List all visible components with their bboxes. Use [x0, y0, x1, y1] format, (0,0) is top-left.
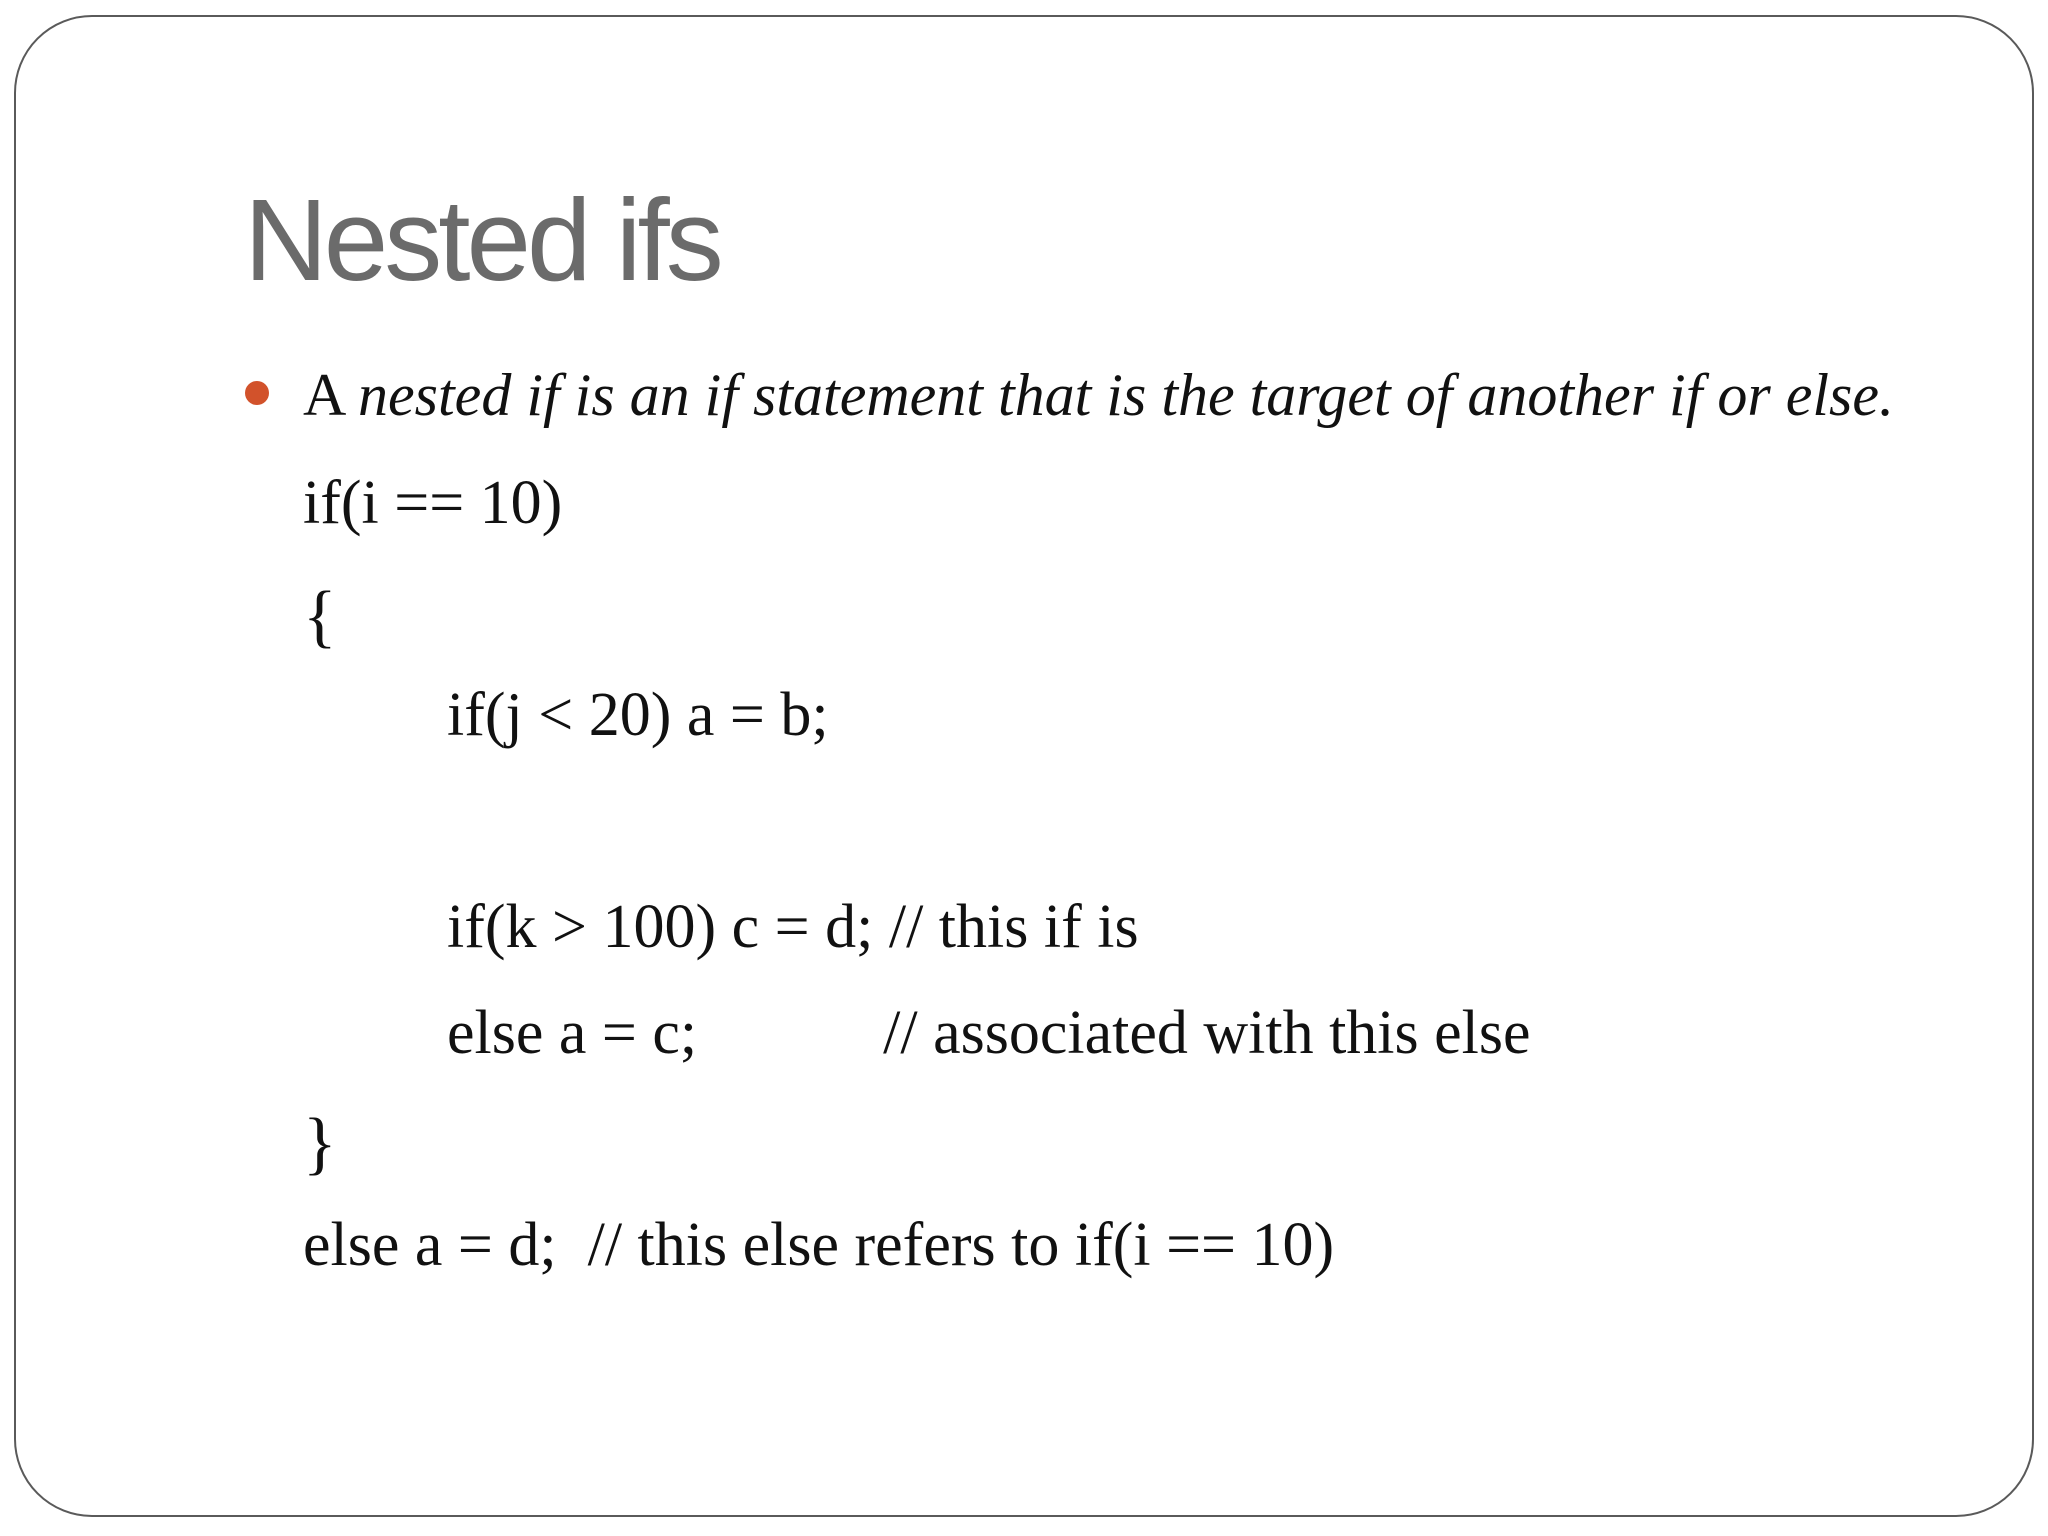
bullet-text: [303, 362, 1895, 428]
code-line-7: else a = d; // this else refers to if(i == 10): [303, 1211, 1335, 1279]
code-line-4: if(k > 100) c = d; // this if is: [447, 893, 1139, 961]
code-line-3: if(j < 20) a = b;: [447, 681, 829, 749]
code-line-1: if(i == 10): [303, 469, 563, 537]
code-line-6: }: [303, 1105, 337, 1182]
bullet-dot-icon: [245, 381, 269, 405]
code-line-5: else a = c; // associated with this else: [447, 999, 1531, 1067]
bullet-italic-text: nested if is an if statement that is the target of another if or else.: [358, 362, 1895, 428]
bullet-lead: A: [303, 362, 359, 428]
code-line-2: {: [303, 578, 337, 655]
slide: [14, 15, 2034, 1517]
slide-title: Nested ifs: [244, 175, 720, 305]
